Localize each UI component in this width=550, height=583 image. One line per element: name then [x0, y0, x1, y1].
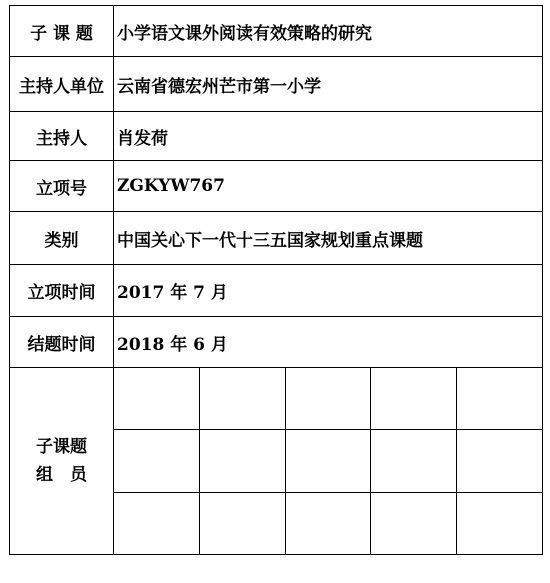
member-slot[interactable]	[114, 492, 200, 554]
members-grid-row	[114, 430, 542, 492]
members-grid	[114, 368, 542, 554]
project-info-table	[9, 5, 543, 555]
row-project-number	[10, 161, 543, 212]
value-category: 中国关心下一代十三五国家规划重点课题	[114, 212, 543, 265]
members-grid-cell	[114, 368, 543, 555]
value-host: 肖发荷	[114, 112, 543, 161]
row-host-unit	[10, 57, 543, 112]
member-slot[interactable]	[114, 368, 200, 430]
row-host	[10, 112, 543, 161]
members-label-line1: 子课题	[36, 437, 87, 457]
value-start-date: 2017 年 7 月	[114, 265, 543, 317]
member-slot[interactable]	[456, 368, 542, 430]
value-end-date: 2018 年 6 月	[114, 317, 543, 368]
row-members	[10, 368, 543, 555]
members-grid-row	[114, 368, 542, 430]
members-label-line2: 组 员	[36, 465, 87, 485]
value-project-number: ZGKYW767	[114, 161, 543, 212]
member-slot[interactable]	[456, 430, 542, 492]
member-slot[interactable]	[456, 492, 542, 554]
row-subtopic	[10, 6, 543, 57]
members-grid-row	[114, 492, 542, 554]
member-slot[interactable]	[371, 430, 457, 492]
member-slot[interactable]	[200, 492, 286, 554]
row-end-date	[10, 317, 543, 368]
row-category	[10, 212, 543, 265]
label-members	[10, 368, 114, 555]
member-slot[interactable]	[200, 430, 286, 492]
label-subtopic: 子 课 题	[10, 6, 114, 57]
label-end-date: 结题时间	[10, 317, 114, 368]
label-project-number: 立项号	[10, 161, 114, 212]
label-host-unit: 主持人单位	[10, 57, 114, 112]
label-host: 主持人	[10, 112, 114, 161]
member-slot[interactable]	[371, 492, 457, 554]
label-start-date: 立项时间	[10, 265, 114, 317]
member-slot[interactable]	[285, 492, 371, 554]
label-category: 类别	[10, 212, 114, 265]
member-slot[interactable]	[285, 430, 371, 492]
member-slot[interactable]	[200, 368, 286, 430]
member-slot[interactable]	[371, 368, 457, 430]
member-slot[interactable]	[285, 368, 371, 430]
member-slot[interactable]	[114, 430, 200, 492]
row-start-date	[10, 265, 543, 317]
value-subtopic: 小学语文课外阅读有效策略的研究	[114, 6, 543, 57]
value-host-unit: 云南省德宏州芒市第一小学	[114, 57, 543, 112]
